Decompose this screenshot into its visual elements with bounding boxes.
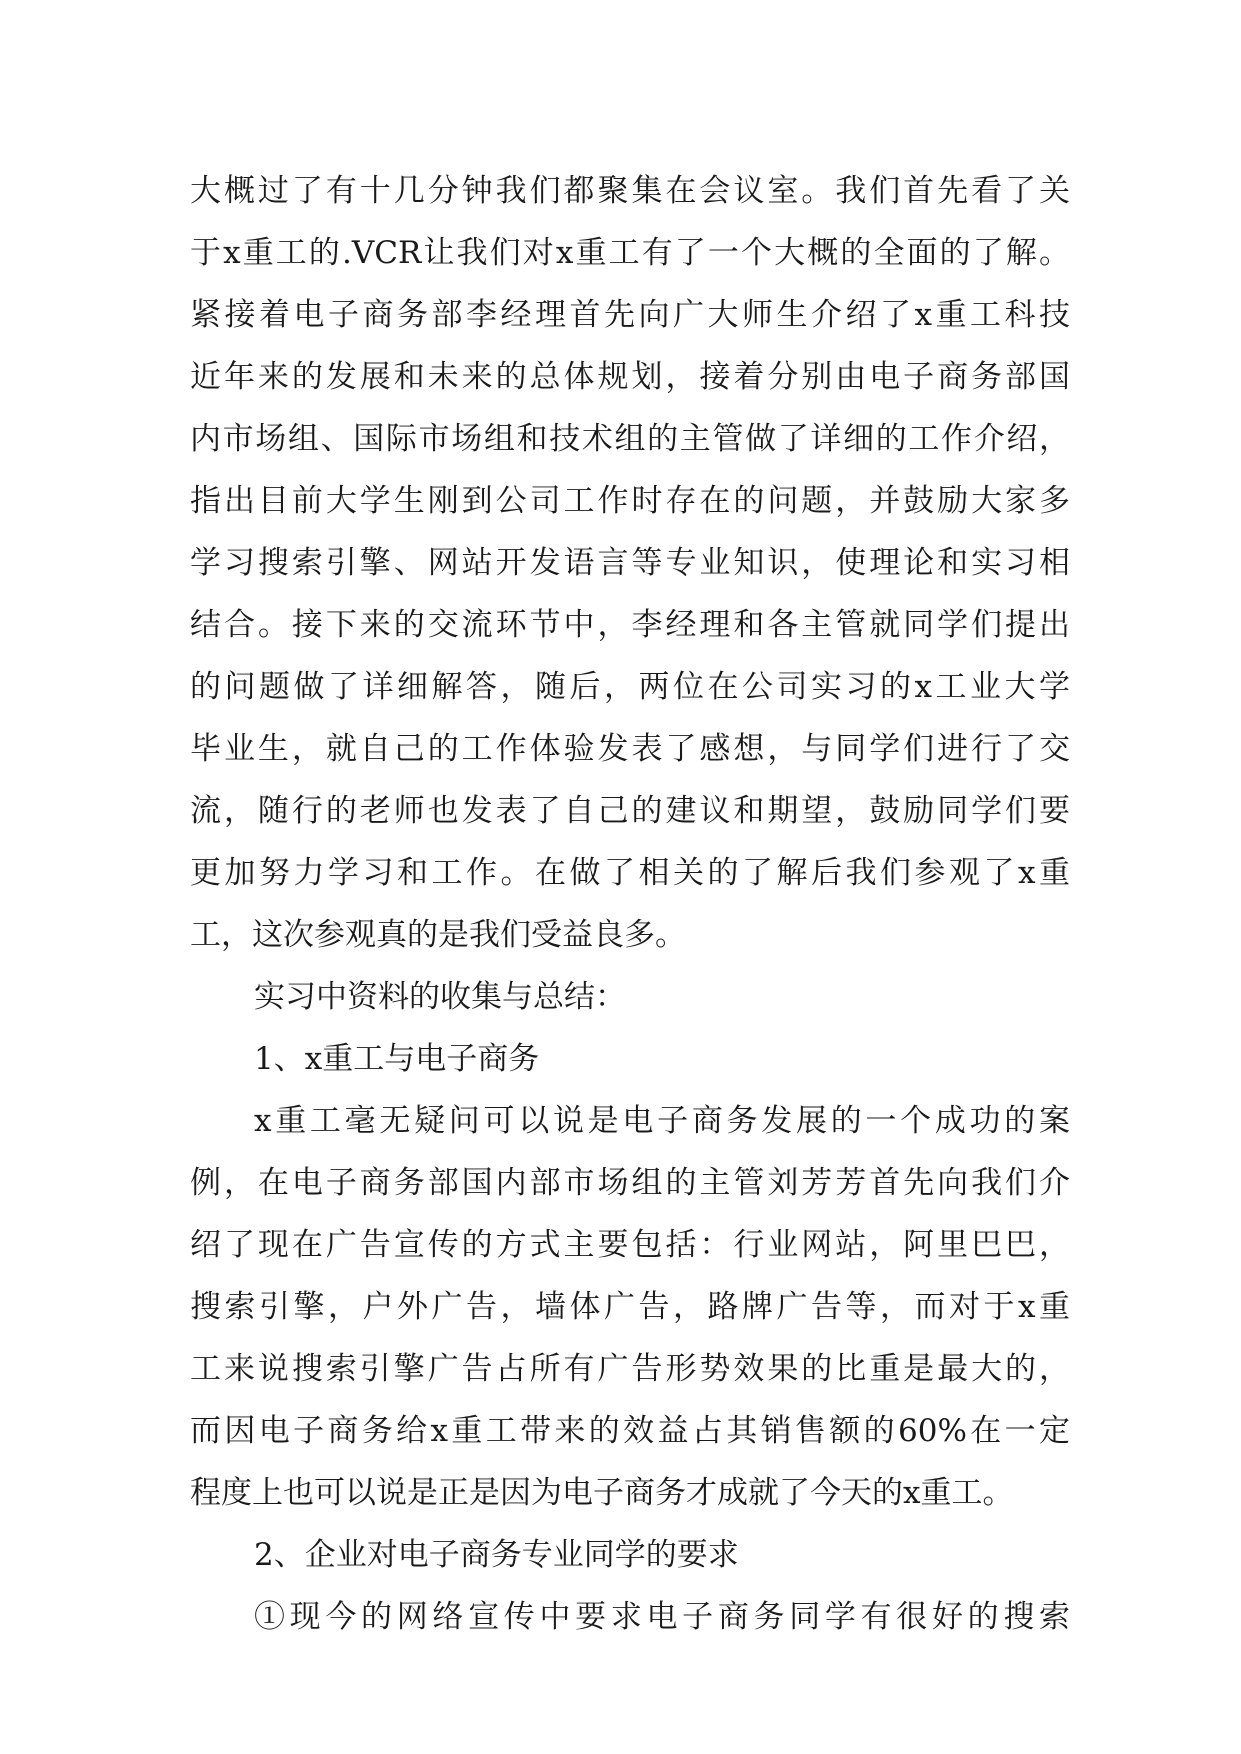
paragraph-line: ①现今的网络宣传中要求电子商务同学有很好的搜索	[254, 1599, 1070, 1635]
paragraph-line: 学习搜索引擎、网站开发语言等专业知识，使理论和实习相	[190, 545, 1070, 581]
paragraph-line: 近年来的发展和未来的总体规划，接着分别由电子商务部国	[190, 359, 1070, 395]
paragraph-line: 更加努力学习和工作。在做了相关的了解后我们参观了x重	[190, 855, 1070, 891]
paragraph-line: 大概过了有十几分钟我们都聚集在会议室。我们首先看了关	[190, 173, 1070, 209]
subsection-heading: 2、企业对电子商务专业同学的要求	[254, 1537, 739, 1573]
paragraph-line: 搜索引擎，户外广告，墙体广告，路牌广告等，而对于x重	[190, 1289, 1070, 1325]
paragraph-line: 工，这次参观真的是我们受益良多。	[190, 917, 686, 953]
paragraph-line: x重工毫无疑问可以说是电子商务发展的一个成功的案	[254, 1103, 1070, 1139]
paragraph-line: 程度上也可以说是正是因为电子商务才成就了今天的x重工。	[190, 1475, 1014, 1511]
paragraph-line: 内市场组、国际市场组和技术组的主管做了详细的工作介绍，	[190, 421, 1070, 457]
paragraph-line: 而因电子商务给x重工带来的效益占其销售额的60%在一定	[190, 1413, 1070, 1449]
paragraph-line: 结合。接下来的交流环节中，李经理和各主管就同学们提出	[190, 607, 1070, 643]
paragraph-line: 例，在电子商务部国内部市场组的主管刘芳芳首先向我们介	[190, 1165, 1070, 1201]
paragraph-line: 于x重工的.VCR让我们对x重工有了一个大概的全面的了解。	[190, 235, 1070, 271]
section-heading: 实习中资料的收集与总结：	[254, 979, 626, 1015]
body-text	[190, 160, 1070, 1648]
paragraph-line: 指出目前大学生刚到公司工作时存在的问题，并鼓励大家多	[190, 483, 1070, 519]
paragraph-line: 绍了现在广告宣传的方式主要包括：行业网站，阿里巴巴，	[190, 1227, 1070, 1263]
paragraph-line: 的问题做了详细解答，随后，两位在公司实习的x工业大学	[190, 669, 1070, 705]
paragraph-line: 流，随行的老师也发表了自己的建议和期望，鼓励同学们要	[190, 793, 1070, 829]
paragraph-line: 紧接着电子商务部李经理首先向广大师生介绍了x重工科技	[190, 297, 1070, 333]
subsection-heading: 1、x重工与电子商务	[254, 1041, 540, 1077]
paragraph-line: 工来说搜索引擎广告占所有广告形势效果的比重是最大的，	[190, 1351, 1070, 1387]
paragraph-line: 毕业生，就自己的工作体验发表了感想，与同学们进行了交	[190, 731, 1070, 767]
